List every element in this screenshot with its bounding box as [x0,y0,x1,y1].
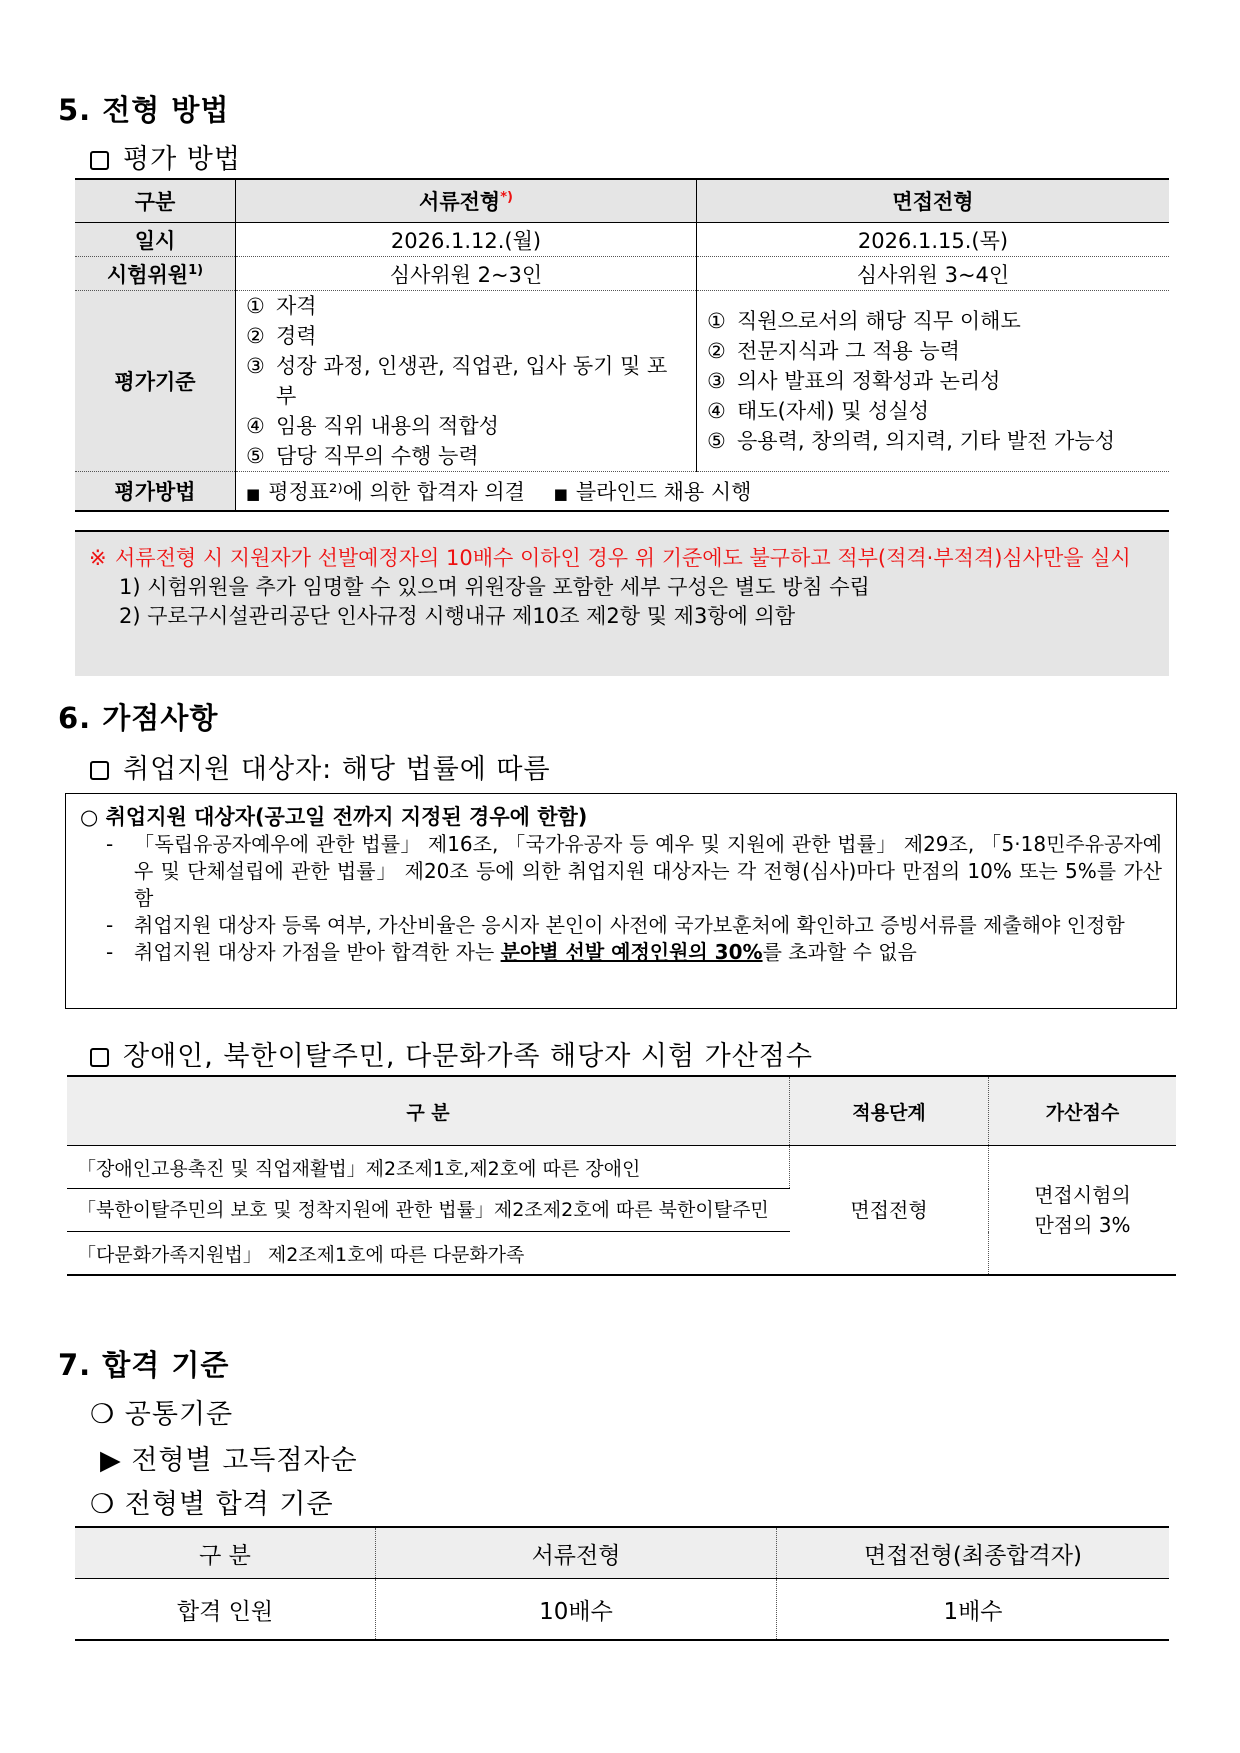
criteria-item [707,306,1159,336]
criteria-number: ③ [707,369,726,393]
criteria-text: 경력 [276,324,317,348]
square-bullet-icon [90,151,109,170]
employment-support-box [65,793,1177,1009]
criteria-number: ② [246,324,265,348]
criteria-item [707,366,1159,396]
criteria-text: 직원으로서의 해당 직무 이해도 [737,309,1021,333]
criteria-number: ① [246,294,265,318]
header-document: 서류전형 [376,1527,777,1579]
doc-date: 2026.1.12.(월) [236,223,697,257]
criteria-text: 의사 발표의 정확성과 논리성 [737,369,1001,393]
black-square-icon: ■ [553,485,568,503]
interview-examiners: 심사위원 3~4인 [697,257,1170,291]
high-score-order: ▶ 전형별 고득점자순 [100,1445,358,1476]
criteria-item [246,321,686,351]
box-item-3: - 취업지원 대상자 가점을 받아 합격한 자는 분야별 선발 예정인원의 30%를 초과할 수 없음 [106,940,917,964]
criteria-text: 성장 과정, 인생관, 직업관, 입사 동기 및 포부 [276,354,668,408]
criteria-number: ④ [707,399,726,423]
header-interview: 면접전형 [697,179,1170,223]
red-notice: ※ 서류전형 시 지원자가 선발예정자의 10배수 이하인 경우 위 기준에도 불구하고 적부(적격·부적격)심사만을 실시 [89,546,1131,570]
header-interview-final: 면접전형(최종합격자) [777,1527,1170,1579]
evaluation-method-value: ■ 평정표²⁾에 의한 합격자 의결 ■ 블라인드 채용 시행 [236,472,1170,512]
row-examiners-label: 시험위원$^{1)}$ [75,257,236,291]
criteria-text: 임용 직위 내용의 적합성 [276,414,499,438]
criteria-number: ③ [246,354,265,378]
row-multicultural: 「다문화가족지원법」 제2조제1호에 따른 다문화가족 [67,1232,790,1276]
criteria-item [246,411,686,441]
criteria-item [246,291,686,321]
section-5-title: 5. 전형 방법 [58,93,230,127]
criteria-item [707,396,1159,426]
criteria-number: ① [707,309,726,333]
section-6-title: 6. 가점사항 [58,701,219,735]
interview-pass-count: 1배수 [777,1579,1170,1641]
criteria-item [246,351,686,411]
black-square-icon: ■ [246,485,261,503]
header-category: 구 분 [67,1076,790,1146]
criteria-number: ② [707,339,726,363]
criteria-number: ④ [246,414,265,438]
criteria-text: 자격 [276,294,317,318]
box-item-1: - 「독립유공자예우에 관한 법률」 제16조, 「국가유공자 등 예우 및 지원에 관한 법률」 제29조, 「5·18민주유공자예우 및 단체설립에 관한 법률」 제20조 등에 의한 취업지원 대상자는 각 전형(심사)마다 만점의 10% 또는 5%를 가산함 [106,832,1162,910]
row-disabled: 「장애인고용촉진 및 직업재활법」제2조제1호,제2호에 따른 장애인 [67,1146,790,1189]
square-bullet-icon [90,1048,109,1067]
interview-date: 2026.1.15.(목) [697,223,1170,257]
row-defector: 「북한이탈주민의 보호 및 정착지원에 관한 법률」제2조제2호에 따른 북한이탈주민 [67,1189,790,1232]
notes-box [75,530,1169,676]
pass-criteria-by-stage: ❍ 전형별 합격 기준 [90,1489,334,1520]
stage-value: 면접전형 [790,1146,989,1276]
header-points: 가산점수 [989,1076,1177,1146]
box-title: ○ 취업지원 대상자(공고일 전까지 지정된 경우에 한함) [80,805,588,829]
interview-criteria [697,291,1170,472]
row-method-label: 평가방법 [75,472,236,512]
criteria-item [246,441,686,471]
doc-examiners: 심사위원 2~3인 [236,257,697,291]
doc-pass-count: 10배수 [376,1579,777,1641]
square-bullet-icon [90,761,109,780]
criteria-text: 담당 직무의 수행 능력 [276,444,479,468]
row-pass-count-label: 합격 인원 [75,1579,376,1641]
header-stage: 적용단계 [790,1076,989,1146]
box-item-2: - 취업지원 대상자 등록 여부, 가산비율은 응시자 본인이 사전에 국가보훈처에 확인하고 증빙서류를 제출해야 인정함 [106,913,1125,937]
header-category: 구분 [75,179,236,223]
criteria-text: 태도(자세) 및 성실성 [737,399,930,423]
criteria-number: ⑤ [246,444,265,468]
section-6-subtitle-2: 장애인, 북한이탈주민, 다문화가족 해당자 시험 가산점수 [90,1034,813,1073]
criteria-item [707,426,1159,456]
bonus-points-table [67,1075,1176,1276]
row-date-label: 일시 [75,223,236,257]
doc-criteria [236,291,697,472]
criteria-number: ⑤ [707,429,726,453]
points-value: 면접시험의 만점의 3% [989,1146,1177,1276]
evaluation-method-table [75,178,1169,512]
criteria-item [707,336,1159,366]
section-6-subtitle-1: 취업지원 대상자: 해당 법률에 따름 [90,747,551,786]
footnote-1: 1) 시험위원을 추가 임명할 수 있으며 위원장을 포함한 세부 구성은 별도 방침 수립 [119,575,870,599]
criteria-text: 응용력, 창의력, 의지력, 기타 발전 가능성 [737,429,1115,453]
section-7-title: 7. 합격 기준 [58,1348,230,1382]
criteria-text: 전문지식과 그 적용 능력 [737,339,960,363]
header-category: 구 분 [75,1527,376,1579]
footnote-2: 2) 구로구시설관리공단 인사규정 시행내규 제10조 제2항 및 제3항에 의함 [119,604,796,628]
header-document-screening: 서류전형*) [236,179,697,223]
section-5-subtitle: 평가 방법 [90,137,241,176]
common-criteria: ❍ 공통기준 [90,1399,234,1430]
pass-criteria-table [75,1526,1169,1641]
row-criteria-label: 평가기준 [75,291,236,472]
